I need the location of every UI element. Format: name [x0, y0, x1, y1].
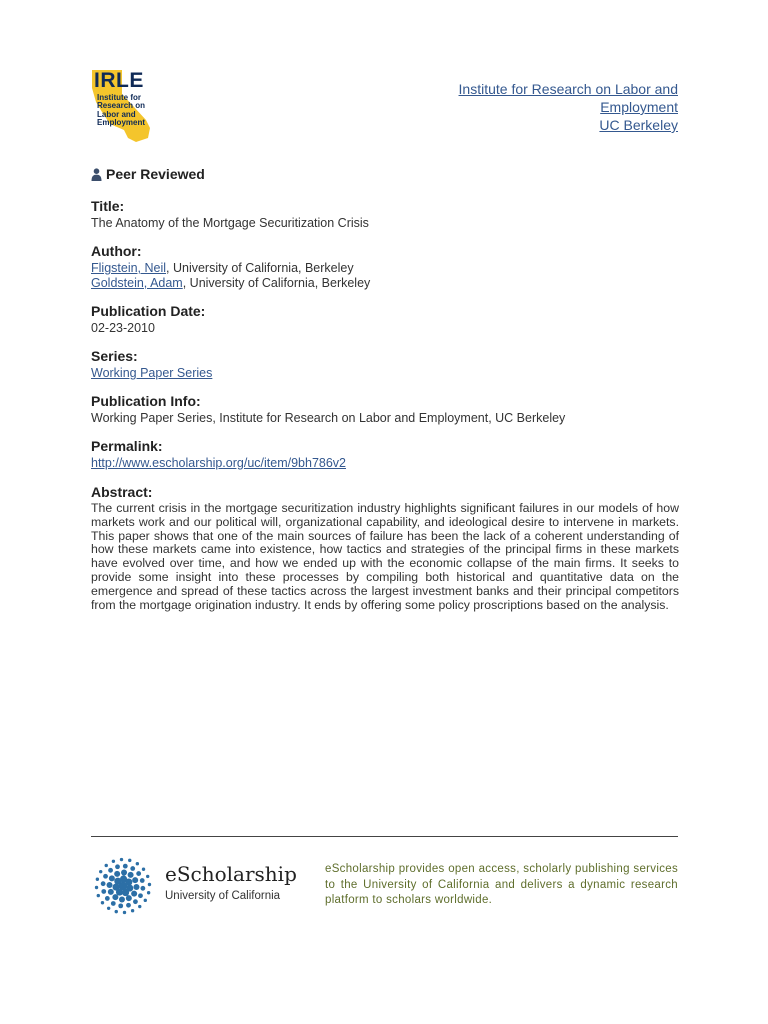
logo-dot — [108, 868, 113, 873]
author-affiliation: , University of California, Berkeley — [182, 275, 371, 290]
irle-logo — [88, 68, 160, 144]
logo-dot — [136, 862, 139, 865]
logo-dot — [138, 893, 143, 898]
logo-dot — [121, 870, 127, 876]
logo-subtitle-line: Labor and — [97, 109, 136, 119]
abstract-field — [91, 484, 679, 612]
escholarship-description: eScholarship provides open access, scholarly publishing services to the University of California and delivers a dynamic research platform to scholars worldwide. — [325, 863, 678, 906]
publication-date-field — [91, 303, 679, 336]
title-label: Title: — [91, 198, 125, 214]
institution-line: UC Berkeley — [599, 117, 678, 133]
author-label: Author: — [91, 243, 142, 259]
escholarship-dots-icon — [92, 855, 154, 917]
logo-dot — [109, 875, 115, 881]
logo-dot — [99, 870, 102, 873]
logo-dot — [103, 874, 108, 879]
author-link[interactable]: Goldstein, Adam — [91, 275, 183, 290]
logo-dot — [147, 891, 150, 894]
logo-dot — [126, 903, 131, 908]
logo-dot — [114, 871, 120, 877]
logo-dot — [107, 907, 110, 910]
publication-date-label: Publication Date: — [91, 303, 206, 319]
author-entry — [91, 261, 679, 276]
institution-link-text[interactable] — [398, 80, 678, 134]
abstract-label: Abstract: — [91, 484, 153, 500]
escholarship-name: eScholarship — [165, 862, 297, 886]
title-value: The Anatomy of the Mortgage Securitization Crisis — [91, 216, 369, 230]
author-entry — [91, 276, 679, 291]
logo-dot — [95, 886, 98, 889]
series-link[interactable]: Working Paper Series — [91, 366, 213, 380]
logo-dot — [125, 878, 132, 885]
logo-dot — [140, 886, 145, 891]
logo-dot — [130, 866, 135, 871]
logo-dot — [118, 903, 123, 908]
author-field — [91, 243, 679, 290]
permalink-label: Permalink: — [91, 438, 163, 454]
publication-info-label: Publication Info: — [91, 393, 201, 409]
logo-dot — [115, 910, 118, 913]
logo-dot — [131, 891, 137, 897]
logo-dot — [119, 896, 125, 902]
logo-dot — [112, 894, 118, 900]
publication-info-field — [91, 393, 679, 426]
logo-title: IRLE — [94, 69, 144, 92]
series-label: Series: — [91, 348, 138, 364]
logo-dot — [138, 905, 141, 908]
logo-dot — [101, 881, 106, 886]
logo-dot — [107, 882, 113, 888]
logo-dot — [108, 889, 114, 895]
institution-line: Institute for Research on Labor and — [458, 81, 678, 97]
logo-dot — [132, 877, 138, 883]
institution-link[interactable] — [398, 80, 678, 134]
logo-dot — [128, 859, 131, 862]
logo-dot — [133, 884, 139, 890]
logo-dot — [136, 871, 141, 876]
logo-dot — [101, 889, 106, 894]
series-field — [91, 348, 679, 381]
permalink-field — [91, 438, 679, 471]
logo-dot — [148, 883, 151, 886]
person-icon — [91, 168, 102, 181]
logo-dot — [96, 878, 99, 881]
logo-dot — [140, 878, 145, 883]
logo-dot — [131, 909, 134, 912]
logo-dot — [126, 895, 132, 901]
logo-dot — [128, 872, 134, 878]
institution-line: Employment — [600, 99, 678, 115]
logo-dot — [97, 894, 100, 897]
logo-dot — [101, 901, 104, 904]
logo-subtitle-line: Institute for — [97, 93, 141, 102]
logo-dot — [120, 858, 123, 861]
logo-subtitle-line: Research on — [97, 101, 146, 111]
footer-divider — [91, 836, 678, 837]
logo-subtitle — [97, 94, 159, 128]
logo-dot — [133, 899, 138, 904]
abstract-text: The current crisis in the mortgage securitization industry highlights significant failures in our models of how markets work and our political will, organizational capability, and ideological desire to intervene in markets. This paper shows that one of the main sources of failure has been the lack of a coherent understanding of how these markets came into existence, how tactics and strategies of the principal firms in these markets have evolved over time, and how we ended up with the economic collapse of the main firms. It seeks to provide some insight into these processes by compiling both historical and quantitative data on the emergence and spread of these tactics across the largest investment banks and their principal competitors from the mortgage origination industry. It ends by offering some policy proscriptions based on the analysis. — [91, 501, 679, 612]
series-value — [91, 366, 679, 381]
logo-dot — [144, 899, 147, 902]
logo-dot — [105, 896, 110, 901]
permalink-value — [91, 456, 679, 471]
peer-reviewed-label: Peer Reviewed — [106, 166, 205, 182]
logo-dot — [105, 864, 108, 867]
peer-reviewed-badge — [91, 166, 205, 182]
logo-dot — [115, 864, 120, 869]
logo-dot — [146, 875, 149, 878]
author-affiliation: , University of California, Berkeley — [166, 261, 354, 275]
escholarship-subtitle: University of California — [165, 890, 281, 902]
logo-dot — [111, 901, 116, 906]
logo-dot — [123, 911, 126, 914]
logo-subtitle-line: Employment — [97, 118, 146, 128]
publication-date-value: 02-23-2010 — [91, 321, 155, 335]
publication-info-value: Working Paper Series, Institute for Research on Labor and Employment, UC Berkeley — [91, 411, 566, 425]
logo-dot — [112, 860, 115, 863]
title-field — [91, 198, 679, 231]
permalink-link[interactable]: http://www.escholarship.org/uc/item/9bh786v2 — [91, 456, 346, 470]
author-link[interactable]: Fligstein, Neil — [91, 261, 167, 275]
logo-dot — [142, 868, 145, 871]
logo-dot — [123, 864, 128, 869]
